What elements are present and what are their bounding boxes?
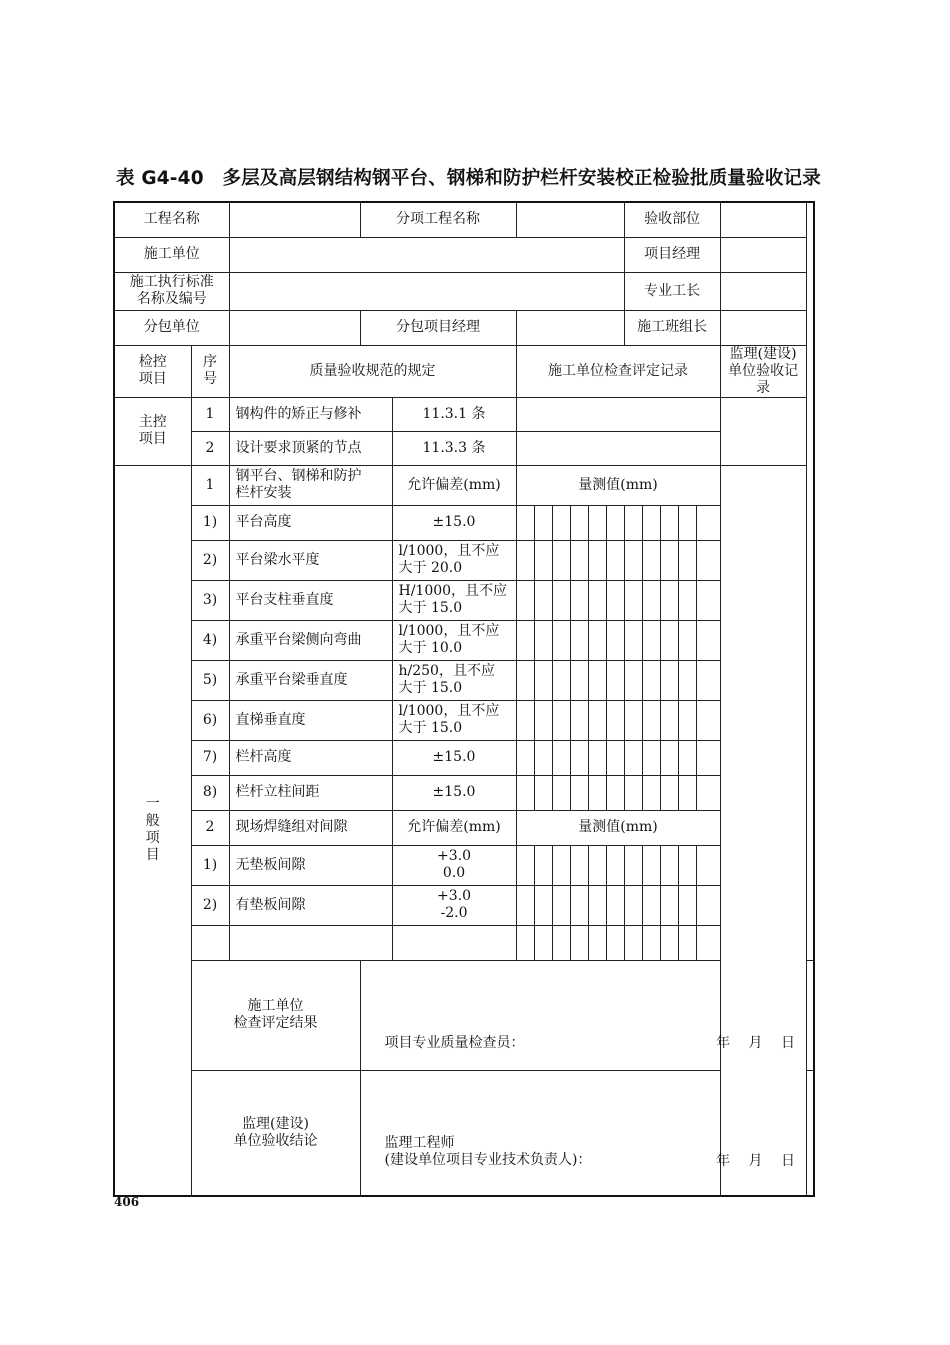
measure-cell[interactable]: [624, 580, 642, 620]
measure-cell[interactable]: [606, 505, 624, 540]
supervisor-result-label: 监理(建设) 单位验收结论: [191, 1070, 360, 1196]
measure-cell[interactable]: [570, 845, 588, 885]
page-title: 表 G4-40 多层及高层钢结构钢平台、钢梯和防护栏杆安装校正检验批质量验收记录: [116, 168, 821, 189]
row-name[interactable]: [229, 925, 392, 960]
measure-cell[interactable]: [606, 700, 624, 740]
measure-cell[interactable]: [624, 620, 642, 660]
measure-cell[interactable]: [624, 505, 642, 540]
table-row: [114, 775, 814, 810]
table-row: [114, 505, 814, 540]
measure-cell[interactable]: [660, 620, 678, 660]
team-leader-label: 施工班组长: [624, 310, 720, 345]
row-seq: 2): [191, 540, 229, 580]
measure-cell[interactable]: [642, 505, 660, 540]
row-seq: 1): [191, 505, 229, 540]
acceptance-part-value[interactable]: [720, 202, 806, 237]
general-items-label: 一 般 项 目: [114, 465, 191, 1196]
main-item-record[interactable]: [516, 431, 720, 465]
measure-cell[interactable]: [552, 885, 570, 925]
table-row: [114, 580, 814, 620]
check-item-header: 检控 项目: [114, 345, 191, 397]
measure-cell[interactable]: [678, 775, 696, 810]
main-item-record[interactable]: [516, 397, 720, 431]
measure-cell[interactable]: [642, 540, 660, 580]
supervisor-result-area[interactable]: [360, 1070, 814, 1196]
measure-cell[interactable]: [534, 885, 552, 925]
row-seq: 3): [191, 580, 229, 620]
row-tolerance: l/1000，且不应 大于 15.0: [392, 700, 516, 740]
measure-cell[interactable]: [570, 775, 588, 810]
measure-cell[interactable]: [570, 580, 588, 620]
measure-cell[interactable]: [588, 540, 606, 580]
row-tolerance: +3.0 0.0: [392, 845, 516, 885]
measure-cell[interactable]: [606, 580, 624, 620]
measure-cell[interactable]: [552, 620, 570, 660]
measure-cell[interactable]: [696, 660, 720, 700]
acceptance-record-table: [113, 201, 815, 1197]
measure-cell[interactable]: [660, 925, 678, 960]
measure-cell[interactable]: [534, 580, 552, 620]
measure-cell[interactable]: [570, 700, 588, 740]
measure-cell[interactable]: [534, 505, 552, 540]
measure-cell[interactable]: [588, 845, 606, 885]
measure-cell[interactable]: [678, 540, 696, 580]
contractor-result-label: 施工单位 检查评定结果: [191, 960, 360, 1070]
measure-cell[interactable]: [642, 845, 660, 885]
measure-cell[interactable]: [660, 845, 678, 885]
measure-cell[interactable]: [696, 620, 720, 660]
row-seq[interactable]: [191, 925, 229, 960]
row-name: 承重平台梁垂直度: [229, 660, 392, 700]
measure-cell[interactable]: [678, 620, 696, 660]
measure-cell[interactable]: [588, 505, 606, 540]
measure-cell[interactable]: [516, 540, 534, 580]
foreman-value[interactable]: [720, 272, 806, 310]
row-seq: 6): [191, 700, 229, 740]
measure-cell[interactable]: [696, 700, 720, 740]
main-item-name: 钢构件的矫正与修补: [229, 397, 392, 431]
row-tolerance: +3.0 -2.0: [392, 885, 516, 925]
measure-cell[interactable]: [516, 505, 534, 540]
measure-cell[interactable]: [516, 740, 534, 775]
measure-cell[interactable]: [588, 925, 606, 960]
row-seq: 4): [191, 620, 229, 660]
measure-cell[interactable]: [534, 925, 552, 960]
measure-cell[interactable]: [606, 540, 624, 580]
measure-cell[interactable]: [570, 660, 588, 700]
measure-cell[interactable]: [588, 700, 606, 740]
measure-cell[interactable]: [534, 540, 552, 580]
measure-cell[interactable]: [660, 885, 678, 925]
table-row: [114, 700, 814, 740]
measure-cell[interactable]: [606, 740, 624, 775]
acceptance-part-label: 验收部位: [624, 202, 720, 237]
measure-header: 量测值(mm): [516, 465, 720, 505]
project-manager-label: 项目经理: [624, 237, 720, 272]
table-row: [114, 740, 814, 775]
construction-unit-value[interactable]: [229, 237, 624, 272]
main-item-seq: 2: [191, 431, 229, 465]
measure-cell[interactable]: [588, 620, 606, 660]
measure-cell[interactable]: [552, 700, 570, 740]
table-row: [114, 925, 814, 960]
main-item-clause: 11.3.1 条: [392, 397, 516, 431]
project-name-value[interactable]: [229, 202, 360, 237]
measure-cell[interactable]: [552, 740, 570, 775]
measure-cell[interactable]: [534, 740, 552, 775]
measure-cell[interactable]: [642, 660, 660, 700]
seq-header: 序 号: [191, 345, 229, 397]
measure-cell[interactable]: [678, 505, 696, 540]
construction-unit-label: 施工单位: [114, 237, 229, 272]
measure-cell[interactable]: [696, 740, 720, 775]
main-item-seq: 1: [191, 397, 229, 431]
measure-cell[interactable]: [534, 620, 552, 660]
measure-cell[interactable]: [678, 580, 696, 620]
measure-cell[interactable]: [606, 620, 624, 660]
tolerance-header: 允许偏差(mm): [392, 465, 516, 505]
standard-name-label: 施工执行标准 名称及编号: [114, 272, 229, 310]
measure-cell[interactable]: [696, 540, 720, 580]
row-tolerance: ±15.0: [392, 740, 516, 775]
row-tolerance: l/1000，且不应 大于 10.0: [392, 620, 516, 660]
row-tolerance[interactable]: [392, 925, 516, 960]
measure-cell[interactable]: [660, 580, 678, 620]
measure-cell[interactable]: [570, 505, 588, 540]
measure-cell[interactable]: [678, 700, 696, 740]
measure-cell[interactable]: [570, 925, 588, 960]
supervisor-record-header: 监理(建设) 单位验收记录: [720, 345, 806, 397]
contractor-result-area[interactable]: [360, 960, 814, 1070]
measure-cell[interactable]: [534, 660, 552, 700]
measure-cell[interactable]: [696, 925, 720, 960]
measure-cell[interactable]: [516, 925, 534, 960]
measure-cell[interactable]: [696, 775, 720, 810]
measure-header: 量测值(mm): [516, 810, 720, 845]
measure-cell[interactable]: [606, 775, 624, 810]
main-items-label: 主控 项目: [114, 397, 191, 465]
row-seq: 7): [191, 740, 229, 775]
measure-cell[interactable]: [660, 700, 678, 740]
measure-cell[interactable]: [534, 775, 552, 810]
main-item-name: 设计要求顶紧的节点: [229, 431, 392, 465]
row-seq: 1): [191, 845, 229, 885]
row-name: 平台支柱垂直度: [229, 580, 392, 620]
row-seq: 8): [191, 775, 229, 810]
spec-header: 质量验收规范的规定: [229, 345, 516, 397]
measure-cell[interactable]: [534, 845, 552, 885]
measure-cell[interactable]: [642, 740, 660, 775]
measure-cell[interactable]: [696, 580, 720, 620]
measure-cell[interactable]: [606, 925, 624, 960]
measure-cell[interactable]: [696, 885, 720, 925]
sub-project-name-value[interactable]: [516, 202, 624, 237]
page-number: 406: [114, 1195, 140, 1209]
measure-cell[interactable]: [516, 885, 534, 925]
supervisor-date-label: 年 月 日: [716, 1152, 795, 1169]
measure-cell[interactable]: [678, 845, 696, 885]
measure-cell[interactable]: [660, 740, 678, 775]
measure-cell[interactable]: [678, 660, 696, 700]
measure-cell[interactable]: [588, 775, 606, 810]
row-name: 平台高度: [229, 505, 392, 540]
supervisor-engineer-label: 监理工程师 (建设单位项目专业技术负责人)：: [384, 1134, 592, 1168]
standard-name-value[interactable]: [229, 272, 624, 310]
row-name: 有垫板间隙: [229, 885, 392, 925]
measure-cell[interactable]: [696, 845, 720, 885]
subcontract-manager-label: 分包项目经理: [360, 310, 516, 345]
row-name: 承重平台梁侧向弯曲: [229, 620, 392, 660]
measure-cell[interactable]: [606, 845, 624, 885]
measure-cell[interactable]: [552, 660, 570, 700]
contractor-record-header: 施工单位检查评定记录: [516, 345, 720, 397]
row-tolerance: H/1000，且不应 大于 15.0: [392, 580, 516, 620]
measure-cell[interactable]: [642, 700, 660, 740]
measure-cell[interactable]: [588, 660, 606, 700]
row-seq: 2): [191, 885, 229, 925]
measure-cell[interactable]: [624, 775, 642, 810]
tolerance-header: 允许偏差(mm): [392, 810, 516, 845]
measure-cell[interactable]: [624, 845, 642, 885]
table-row: [114, 540, 814, 580]
subcontract-manager-value[interactable]: [516, 310, 624, 345]
measure-cell[interactable]: [552, 580, 570, 620]
team-leader-value[interactable]: [720, 310, 806, 345]
general-group-name: 现场焊缝组对间隙: [229, 810, 392, 845]
foreman-label: 专业工长: [624, 272, 720, 310]
contractor-date-label: 年 月 日: [716, 1034, 795, 1051]
measure-cell[interactable]: [678, 885, 696, 925]
main-item-clause: 11.3.3 条: [392, 431, 516, 465]
table-row: [114, 845, 814, 885]
table-row: [114, 885, 814, 925]
row-seq: 5): [191, 660, 229, 700]
measure-cell[interactable]: [678, 740, 696, 775]
table-row: [114, 660, 814, 700]
measure-cell[interactable]: [588, 580, 606, 620]
main-items-supervisor-record[interactable]: [720, 397, 806, 465]
measure-cell[interactable]: [570, 740, 588, 775]
measure-cell[interactable]: [552, 775, 570, 810]
measure-cell[interactable]: [606, 885, 624, 925]
measure-cell[interactable]: [660, 660, 678, 700]
measure-cell[interactable]: [624, 660, 642, 700]
measure-cell[interactable]: [552, 540, 570, 580]
measure-cell[interactable]: [624, 540, 642, 580]
measure-cell[interactable]: [642, 885, 660, 925]
measure-cell[interactable]: [552, 925, 570, 960]
row-name: 直梯垂直度: [229, 700, 392, 740]
measure-cell[interactable]: [516, 660, 534, 700]
measure-cell[interactable]: [624, 885, 642, 925]
measure-cell[interactable]: [624, 925, 642, 960]
measure-cell[interactable]: [552, 505, 570, 540]
measure-cell[interactable]: [696, 505, 720, 540]
general-group-seq: 1: [191, 465, 229, 505]
quality-inspector-label: 项目专业质量检查员：: [384, 1034, 525, 1051]
row-name: 栏杆高度: [229, 740, 392, 775]
row-name: 栏杆立柱间距: [229, 775, 392, 810]
measure-cell[interactable]: [570, 885, 588, 925]
measure-cell[interactable]: [642, 620, 660, 660]
row-tolerance: h/250，且不应 大于 15.0: [392, 660, 516, 700]
row-name: 无垫板间隙: [229, 845, 392, 885]
measure-cell[interactable]: [642, 925, 660, 960]
measure-cell[interactable]: [516, 700, 534, 740]
measure-cell[interactable]: [624, 740, 642, 775]
measure-cell[interactable]: [570, 620, 588, 660]
subcontract-unit-value[interactable]: [229, 310, 360, 345]
row-tolerance: ±15.0: [392, 775, 516, 810]
sub-project-name-label: 分项工程名称: [360, 202, 516, 237]
subcontract-unit-label: 分包单位: [114, 310, 229, 345]
measure-cell[interactable]: [516, 845, 534, 885]
measure-cell[interactable]: [570, 540, 588, 580]
measure-cell[interactable]: [516, 580, 534, 620]
row-tolerance: ±15.0: [392, 505, 516, 540]
measure-cell[interactable]: [516, 775, 534, 810]
measure-cell[interactable]: [678, 925, 696, 960]
project-name-label: 工程名称: [114, 202, 229, 237]
measure-cell[interactable]: [660, 505, 678, 540]
measure-cell[interactable]: [642, 580, 660, 620]
measure-cell[interactable]: [516, 620, 534, 660]
project-manager-value[interactable]: [720, 237, 806, 272]
measure-cell[interactable]: [534, 700, 552, 740]
table-row: [114, 620, 814, 660]
general-group-seq: 2: [191, 810, 229, 845]
general-group-name: 钢平台、钢梯和防护 栏杆安装: [229, 465, 392, 505]
measure-cell[interactable]: [624, 700, 642, 740]
measure-cell[interactable]: [660, 540, 678, 580]
measure-cell[interactable]: [588, 885, 606, 925]
row-name: 平台梁水平度: [229, 540, 392, 580]
measure-cell[interactable]: [588, 740, 606, 775]
row-tolerance: l/1000，且不应 大于 20.0: [392, 540, 516, 580]
measure-cell[interactable]: [642, 775, 660, 810]
measure-cell[interactable]: [552, 845, 570, 885]
measure-cell[interactable]: [660, 775, 678, 810]
measure-cell[interactable]: [606, 660, 624, 700]
